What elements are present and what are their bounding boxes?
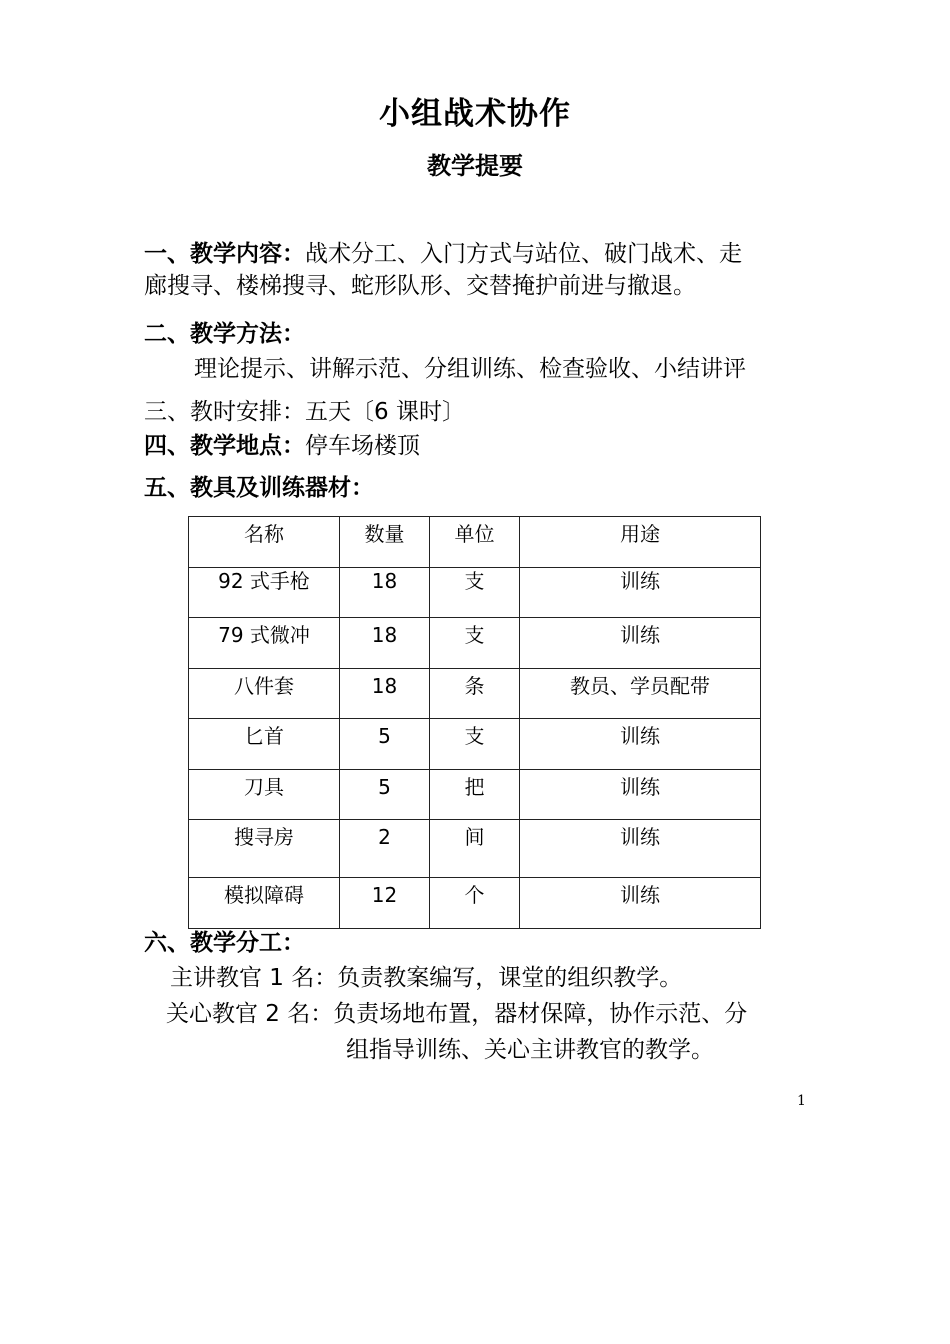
cell-quantity: 5 bbox=[340, 719, 430, 770]
table-row bbox=[189, 719, 761, 770]
cell-usage: 教员、学员配带 bbox=[520, 669, 761, 719]
cell-quantity: 18 bbox=[340, 618, 430, 669]
section-3-line bbox=[144, 396, 465, 428]
cell-name: 八件套 bbox=[189, 669, 340, 719]
table-row bbox=[189, 669, 761, 719]
section-3-label: 三、教时安排 bbox=[144, 399, 282, 425]
table-row bbox=[189, 770, 761, 820]
section-6-line-2: 关心教官 2 名：负责场地布置，器材保障，协作示范、分 bbox=[166, 1001, 748, 1027]
section-6-line-1: 主讲教官 1 名：负责教案编写，课堂的组织教学。 bbox=[170, 965, 683, 991]
cell-name: 79 式微冲 bbox=[189, 618, 340, 669]
section-3-text: ：五天〔6 课时〕 bbox=[282, 399, 465, 425]
header-unit: 单位 bbox=[430, 517, 520, 568]
cell-name: 92 式手枪 bbox=[189, 568, 340, 618]
cell-usage: 训练 bbox=[520, 719, 761, 770]
cell-name: 搜寻房 bbox=[189, 820, 340, 878]
section-5-label: 五、教具及训练器材： bbox=[144, 475, 374, 501]
cell-unit: 支 bbox=[430, 719, 520, 770]
table-header-row bbox=[189, 517, 761, 568]
table-row bbox=[189, 568, 761, 618]
document-subtitle: 教学提要 bbox=[427, 152, 523, 180]
section-1-line-1 bbox=[144, 238, 742, 270]
table-row bbox=[189, 618, 761, 669]
section-4-label: 四、教学地点： bbox=[144, 433, 305, 459]
cell-usage: 训练 bbox=[520, 878, 761, 929]
cell-quantity: 2 bbox=[340, 820, 430, 878]
cell-name: 模拟障碍 bbox=[189, 878, 340, 929]
cell-name: 匕首 bbox=[189, 719, 340, 770]
section-1-label: 一、教学内容： bbox=[144, 241, 305, 267]
equipment-table bbox=[188, 516, 761, 929]
section-6-line-3: 组指导训练、关心主讲教官的教学。 bbox=[346, 1037, 714, 1063]
section-6-label: 六、教学分工： bbox=[144, 930, 305, 956]
cell-quantity: 12 bbox=[340, 878, 430, 929]
cell-name: 刀具 bbox=[189, 770, 340, 820]
document-title: 小组战术协作 bbox=[379, 96, 571, 132]
cell-usage: 训练 bbox=[520, 770, 761, 820]
cell-usage: 训练 bbox=[520, 568, 761, 618]
cell-unit: 支 bbox=[430, 568, 520, 618]
section-1-line-2: 廊搜寻、楼梯搜寻、蛇形队形、交替掩护前进与撤退。 bbox=[144, 273, 696, 299]
section-4-text: 停车场楼顶 bbox=[305, 433, 420, 459]
cell-usage: 训练 bbox=[520, 618, 761, 669]
cell-unit: 把 bbox=[430, 770, 520, 820]
section-4-line bbox=[144, 430, 420, 462]
table-row bbox=[189, 878, 761, 929]
section-2-label: 二、教学方法： bbox=[144, 321, 305, 347]
cell-unit: 间 bbox=[430, 820, 520, 878]
page-number: 1 bbox=[797, 1093, 806, 1109]
cell-unit: 条 bbox=[430, 669, 520, 719]
table-row bbox=[189, 820, 761, 878]
section-1-text: 战术分工、入门方式与站位、破门战术、走 bbox=[305, 241, 742, 267]
cell-unit: 个 bbox=[430, 878, 520, 929]
cell-quantity: 5 bbox=[340, 770, 430, 820]
header-quantity: 数量 bbox=[340, 517, 430, 568]
cell-unit: 支 bbox=[430, 618, 520, 669]
header-name: 名称 bbox=[189, 517, 340, 568]
cell-usage: 训练 bbox=[520, 820, 761, 878]
section-2-text: 理论提示、讲解示范、分组训练、检查验收、小结讲评 bbox=[194, 356, 746, 382]
cell-quantity: 18 bbox=[340, 568, 430, 618]
cell-quantity: 18 bbox=[340, 669, 430, 719]
header-usage: 用途 bbox=[520, 517, 761, 568]
